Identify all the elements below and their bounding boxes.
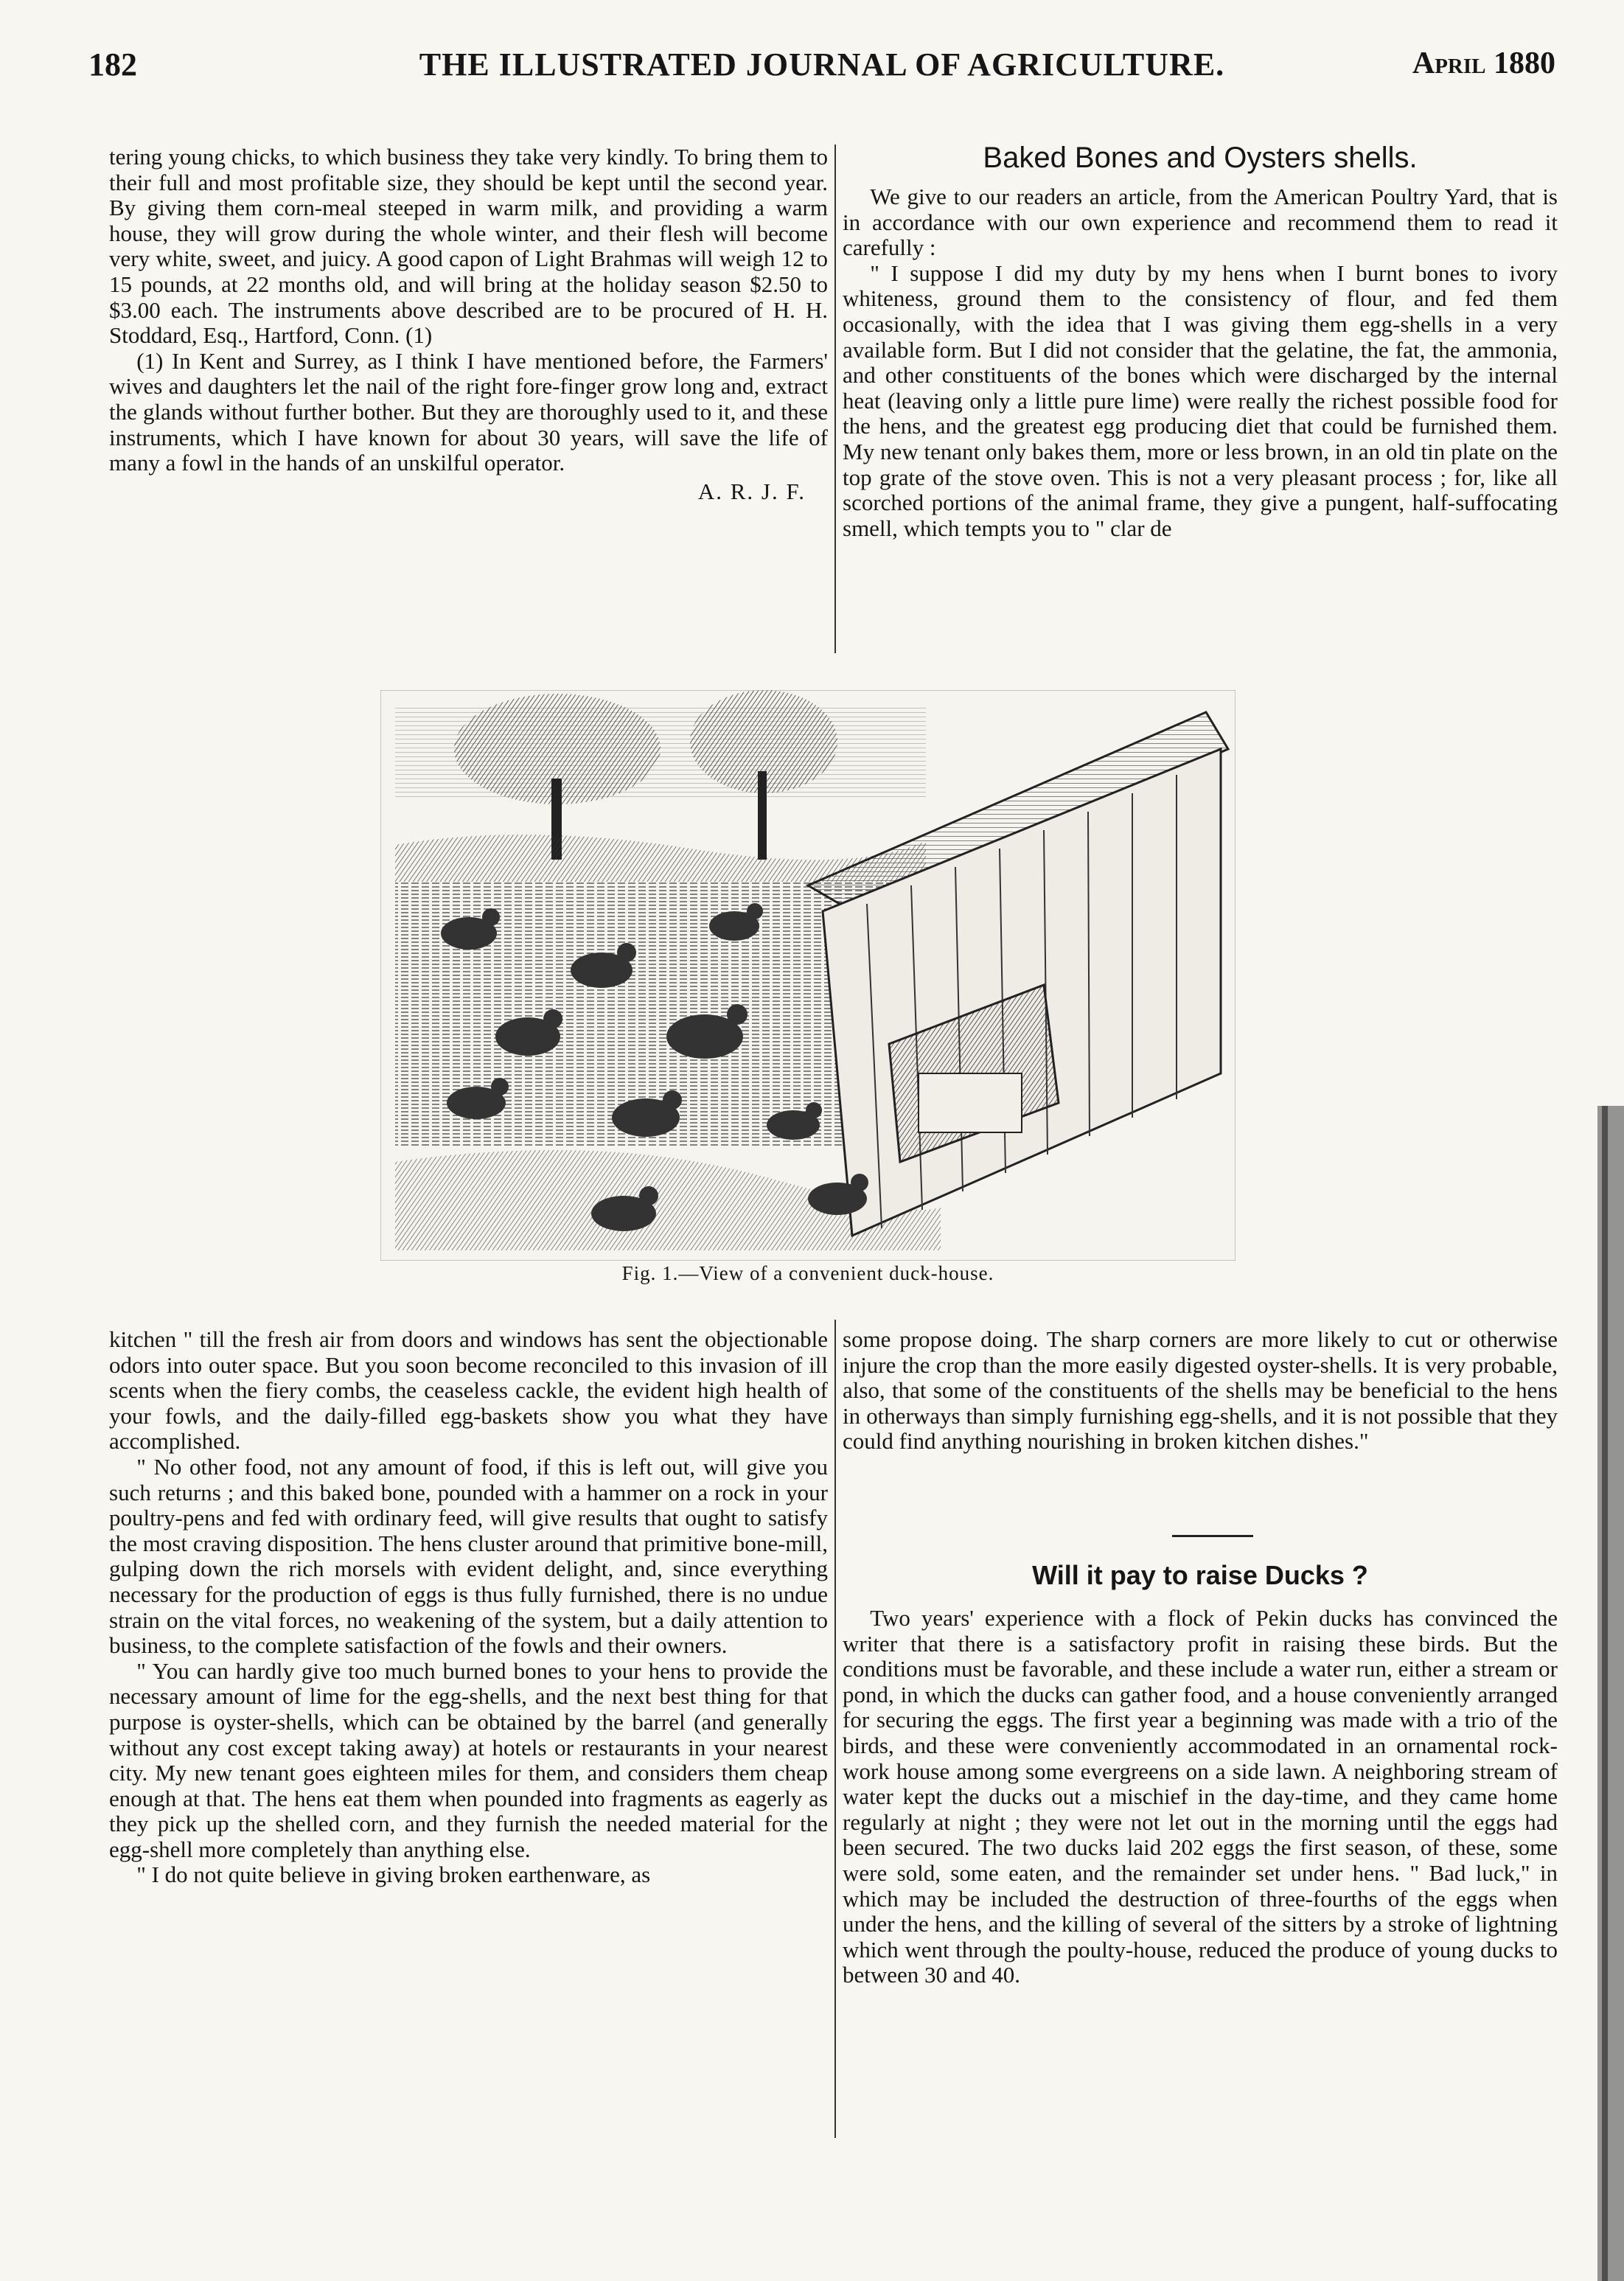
footnote: (1) In Kent and Surrey, as I think I have mentioned before, the Farmers' wives and daughters let the nail of the right fore-finger grow long and, extract the glands without further bother. But they are thoroughly used to it, and these instruments, which I have known for about 30 years, will save the life of many a fowl in the hands of an unskilful operator. [109, 347, 828, 476]
author-signature: A. R. J. F. [697, 478, 806, 504]
top-right-column [843, 184, 1558, 541]
paragraph: some propose doing. The sharp corners are more likely to cut or otherwise injure the crop than the more easily digested oyster-shells. It is very probable, also, that some of the constituents of the shells may be beneficial to the hens in otherways than simply furnishing egg-shells, and it is not possible that they could find anything nourishing in broken kitchen dishes." [843, 1326, 1558, 1455]
paragraph: kitchen " till the fresh air from doors and windows has sent the objectionable odors into outer space. But you soon become reconciled to this invasion of ill scents when the fiery combs, the ceaseless cackle, the evident high health of your fowls, and the daily-filled egg-baskets show you what they have accomplished. [109, 1326, 828, 1455]
paragraph: Two years' experience with a flock of Pekin ducks has convinced the writer that there is a satisfactory profit in raising these birds. But the conditions must be favorable, and these include a water run, either a stream or pond, in which the ducks can gather food, and a house conveniently arranged for securing the eggs. The first year a beginning was made with a trio of the birds, and these were conveniently accommodated in an ornamental rock-work house among some evergreens on a side lawn. A neighboring stream of water kept the ducks out a mischief in the day-time, and they came home regularly at night ; they were not let out in the morning until the eggs had been secured. The two ducks laid 202 eggs the first season, of these, some were sold, some eaten, and the remainder set under hens. " Bad luck," in which may be included the destruction of three-fourths of the eggs when under the hens, and the killing of several of the sitters by a stroke of lightning which went through the poulty-house, reduced the produce of young ducks to between 30 and 40. [843, 1605, 1558, 1988]
paragraph: " I suppose I did my duty by my hens when I burnt bones to ivory whiteness, ground them to the consistency of flour, and fed them occasionally, with the idea that I was giving them egg-shells in a very available form. But I did not consider that the gelatine, the fat, the ammonia, and other constituents of the bones which were discharged by the internal heat (leaving only a little pure lime) were really the richest possible food for the hens, and the greatest egg producing diet that could be furnished them. My new tenant only bakes them, more or less brown, in an old tin plate on the top grate of the stove oven. This is not a very pleasant process ; for, like all scorched portions of the animal frame, they give a pungent, half-suffocating smell, which tempts you to " clar de [843, 260, 1558, 541]
paragraph: " You can hardly give too much burned bones to your hens to provide the necessary amount of lime for the egg-shells, and the next best thing for that purpose is oyster-shells, which can be obtained by the barrel (and generally without any cost except taking away) at hotels or restaurants in your nearest city. My new tenant goes eighteen miles for them, and considers them cheap enough at that. The hens eat them when pounded into fragments as eagerly as they pick up the shelled corn, and they furnish the needed material for the egg-shell more completely than anything else. [109, 1657, 828, 1862]
bottom-right-column [843, 1327, 1558, 1455]
page-number: 182 [88, 46, 137, 83]
duck-house-illustration [380, 690, 1236, 1261]
paragraph: " I do not quite believe in giving broken earthenware, as [136, 1862, 651, 1888]
journal-title: THE ILLUSTRATED JOURNAL OF AGRICULTURE. [419, 46, 1225, 83]
column-divider-bottom [834, 1320, 836, 2138]
running-header [88, 46, 1555, 90]
page-edge-shadow [1597, 1106, 1624, 2281]
article-title-ducks: Will it pay to raise Ducks ? [1032, 1560, 1368, 1590]
paragraph: We give to our readers an article, from the American Poultry Yard, that is in accordance with our own experience and recommend them to read it carefully : [843, 184, 1558, 261]
paragraph: " No other food, not any amount of food, if this is left out, will give you such returns ; and this baked bone, pounded with a hammer on a rock in your poultry-pens and fed with ordinary feed, will give results that ought to satisfy the most craving disposition. The hens cluster around that primitive bone-mill, gulping down the rich morsels with evident delight, and, since everything necessary for the production of eggs is thus fully furnished, there is no undue strain on the vital forces, no weakening of the system, but a daily attention to business, to the complete satisfaction of the fowls and their owners. [109, 1453, 828, 1659]
paragraph: tering young chicks, to which business they take very kindly. To bring them to their full and most profitable size, they should be kept until the second year. By giving them corn-meal steeped in warm milk, and providing a warm house, they will grow during the whole winter, and their flesh will become very white, sweet, and juicy. A good capon of Light Brahmas will weigh 12 to 15 pounds, at 22 months old, and will bring at the holiday season $2.50 to $3.00 each. The instruments above described are to be procured of H. H. Stoddard, Esq., Hartford, Conn. (1) [109, 144, 828, 349]
ducks-article-column [843, 1606, 1558, 1988]
duck-house-engraving [380, 690, 1236, 1261]
article-title-baked-bones: Baked Bones and Oysters shells. [983, 142, 1418, 174]
top-left-column [109, 144, 828, 504]
bottom-left-column [109, 1327, 828, 1888]
figure-caption: Fig. 1.—View of a convenient duck-house. [621, 1262, 994, 1284]
issue-date: April 1880 [1412, 46, 1555, 80]
section-divider [1172, 1535, 1253, 1537]
column-divider-top [834, 144, 836, 653]
